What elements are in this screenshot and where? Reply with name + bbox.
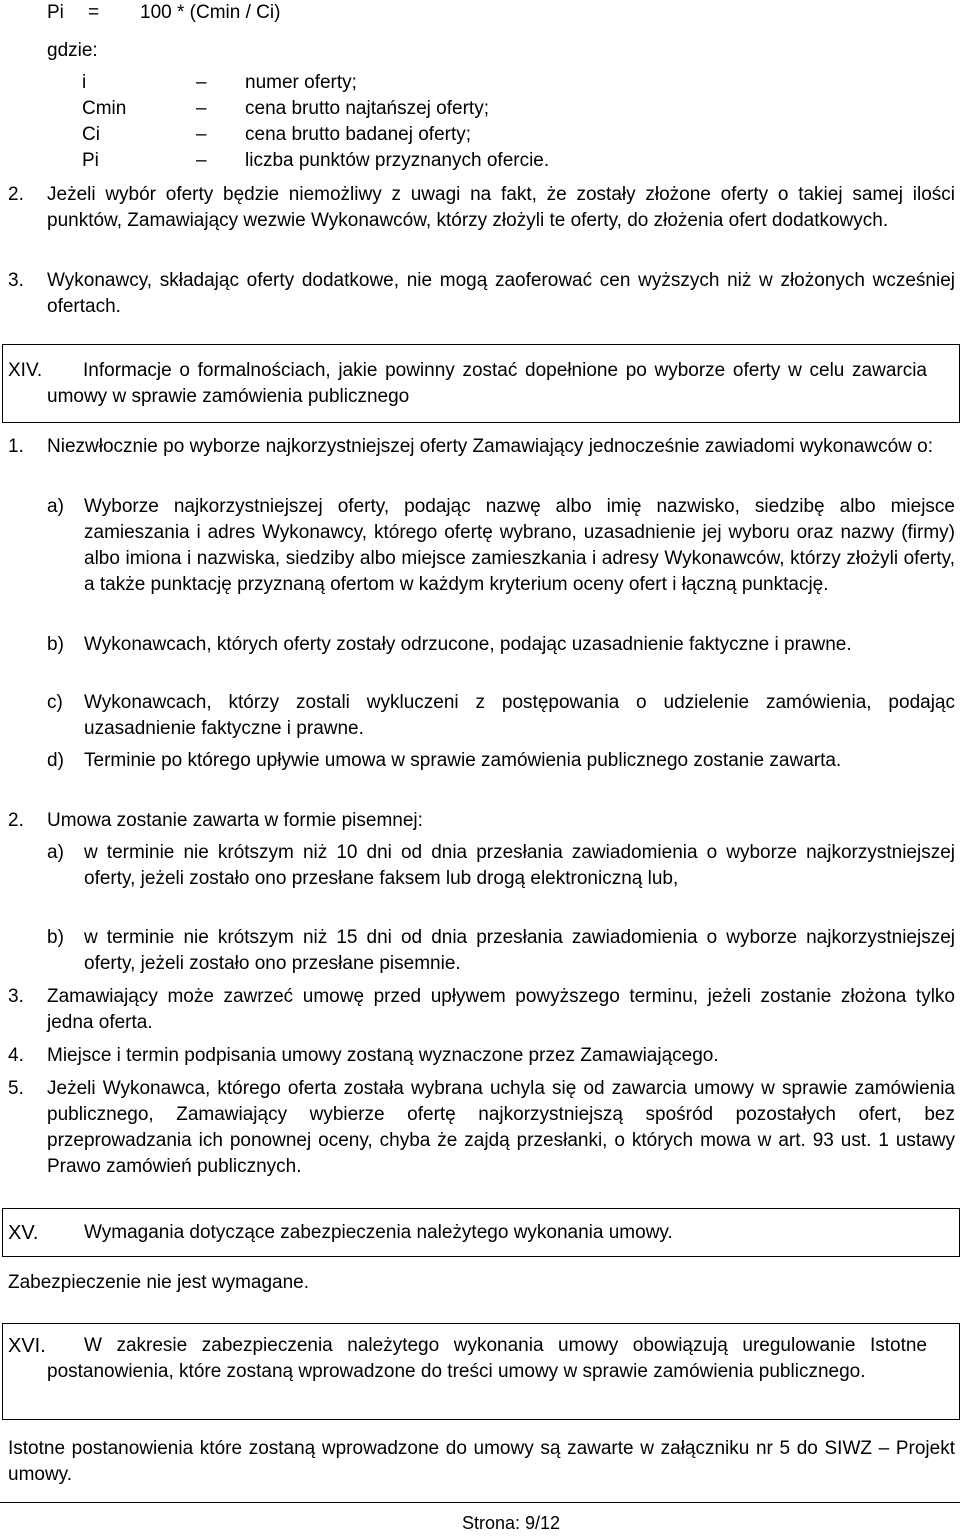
where-label: gdzie: bbox=[47, 40, 98, 61]
section-title: Wymagania dotyczące zabezpieczenia należytego wykonania umowy. bbox=[84, 1222, 673, 1243]
subitem-letter: c) bbox=[47, 692, 63, 713]
def-symbol: Pi bbox=[82, 150, 99, 171]
def-description: numer oferty; bbox=[245, 72, 357, 93]
def-dash: – bbox=[196, 72, 207, 93]
item-text: Jeżeli wybór oferty będzie niemożliwy z uwagi na fakt, że zostały złożone oferty o takiej samej ilości punktów, Zamawiający wezwie Wykonawców, którzy złożyli te oferty, do złożenia ofert dodatkowych. bbox=[47, 184, 955, 231]
item-text: Umowa zostanie zawarta w formie pisemnej: bbox=[47, 810, 423, 831]
item-text: Niezwłocznie po wyborze najkorzystniejszej oferty Zamawiający jednocześnie zawiadomi wykonawców o: bbox=[47, 436, 933, 457]
subitem-text: w terminie nie krótszym niż 15 dni od dnia przesłania zawiadomienia o wyborze najkorzystniejszej oferty, jeżeli zostało ono przesłane pisemnie. bbox=[84, 927, 955, 974]
def-description: cena brutto najtańszej oferty; bbox=[245, 98, 489, 119]
item-text: Wykonawcy, składając oferty dodatkowe, nie mogą zaoferować cen wyższych niż w złożonych wcześniej ofertach. bbox=[47, 270, 955, 317]
item-text: Jeżeli Wykonawca, którego oferta została wybrana uchyla się od zawarcia umowy w sprawie zamówienia publicznego, Zamawiający wybierze ofertę najkorzystniejszą spośród pozostałych ofert, bez przeprowadzania ich ponownej oceny, chyba że zajdą przesłanki, o których mowa w art. 93 ust. 1 ustawy Prawo zamówień publicznych. bbox=[47, 1078, 955, 1177]
subitem-letter: d) bbox=[47, 750, 64, 771]
section-title: W zakresie zabezpieczenia należytego wykonania umowy obowiązują uregulowanie Istotne postanowienia, które zostaną wprowadzone do treści umowy w sprawie zamówienia publicznego. bbox=[47, 1335, 927, 1382]
def-symbol: i bbox=[82, 72, 87, 93]
item-number: 3. bbox=[8, 986, 24, 1007]
def-description: liczba punktów przyznanych ofercie. bbox=[245, 150, 550, 171]
footer-divider bbox=[0, 1502, 960, 1503]
section-body: Istotne postanowienia które zostaną wprowadzone do umowy są zawarte w załączniku nr 5 do SIWZ – Projekt umowy. bbox=[8, 1438, 955, 1485]
item-number: 1. bbox=[8, 436, 24, 457]
formula-eq: = bbox=[88, 2, 100, 23]
section-number: XV. bbox=[8, 1222, 39, 1244]
subitem-text: Wykonawcach, których oferty zostały odrzucone, podając uzasadnienie faktyczne i prawne. bbox=[84, 634, 852, 655]
item-text: Miejsce i termin podpisania umowy zostaną wyznaczone przez Zamawiającego. bbox=[47, 1045, 719, 1066]
subitem-letter: a) bbox=[47, 496, 64, 517]
item-number: 3. bbox=[8, 270, 24, 291]
formula-lhs: Pi bbox=[47, 2, 64, 23]
def-description: cena brutto badanej oferty; bbox=[245, 124, 472, 145]
subitem-letter: b) bbox=[47, 927, 64, 948]
page-number: Strona: 9/12 bbox=[462, 1513, 561, 1533]
item-number: 2. bbox=[8, 810, 24, 831]
subitem-letter: a) bbox=[47, 842, 64, 863]
def-dash: – bbox=[196, 98, 207, 119]
formula-rhs: 100 * (Cmin / Ci) bbox=[140, 2, 281, 23]
section-body: Zabezpieczenie nie jest wymagane. bbox=[8, 1272, 310, 1293]
def-symbol: Cmin bbox=[82, 98, 127, 119]
item-number: 5. bbox=[8, 1078, 24, 1099]
item-number: 4. bbox=[8, 1045, 24, 1066]
def-dash: – bbox=[196, 150, 207, 171]
subitem-text: Wyborze najkorzystniejszej oferty, podając nazwę albo imię nazwisko, siedzibę albo miejsce zamieszania i adres Wykonawcy, którego ofertę wybrano, uzasadnienie jej wyboru oraz nazwy (firmy) albo imiona i nazwiska, siedziby albo miejsce zamieszkania i adresy Wykonawców, którzy złożyli oferty, a także punktację przyznaną ofertom w każdym kryterium oceny ofert i łączną punktację. bbox=[84, 496, 955, 595]
def-dash: – bbox=[196, 124, 207, 145]
item-text: Zamawiający może zawrzeć umowę przed upływem powyższego terminu, jeżeli zostanie złożona tylko jedna oferta. bbox=[47, 986, 955, 1033]
subitem-text: Wykonawcach, którzy zostali wykluczeni z postępowania o udzielenie zamówienia, podając uzasadnienie faktyczne i prawne. bbox=[84, 692, 955, 739]
subitem-letter: b) bbox=[47, 634, 64, 655]
section-number: XVI. bbox=[8, 1335, 46, 1357]
def-symbol: Ci bbox=[82, 124, 100, 145]
subitem-text: Terminie po którego upływie umowa w sprawie zamówienia publicznego zostanie zawarta. bbox=[84, 750, 842, 771]
section-number: XIV. bbox=[8, 360, 43, 381]
section-title: Informacje o formalnościach, jakie powinny zostać dopełnione po wyborze oferty w celu zawarcia umowy w sprawie zamówienia publicznego bbox=[47, 360, 927, 407]
item-number: 2. bbox=[8, 184, 24, 205]
subitem-text: w terminie nie krótszym niż 10 dni od dnia przesłania zawiadomienia o wyborze najkorzystniejszej oferty, jeżeli zostało ono przesłane faksem lub drogą elektroniczną lub, bbox=[84, 842, 955, 889]
